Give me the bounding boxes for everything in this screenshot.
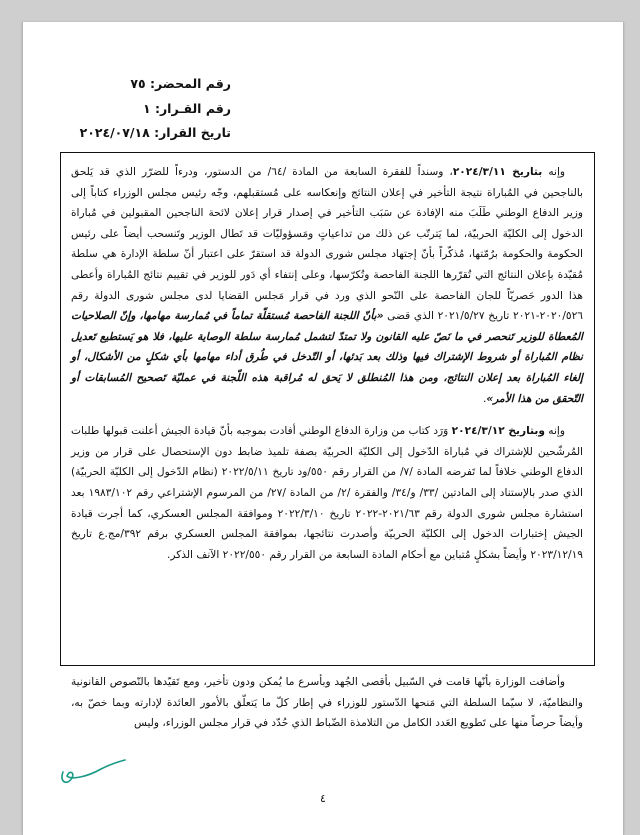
paragraph-2 bbox=[71, 421, 583, 565]
paragraph-1-text: ، وسنداً للفقرة السابعة من المادة /٦٤/ من الدستور، ودرءاً للضرّر الذي قد يَلحق بالناجحين في المُباراة نتيجة التأخير في إعلان النتائج وإنعكاسه على مُستقبلهم، وجّه رئيس مجلس الوزراء كتاباً إلى وزير الدفاع الوطني طَلَبَ منه الإفادة عن سَبَب التأخير في إصدار قرار إعلان لائحة الناجحين المقبولين في مُباراة الدخول إلى الكليّة الحربيّة، لما يَترتّب عن ذلك من تداعياتٍ ومَسؤوليّات قد تَطال الوزير وتَنسحب أيضاً على رئيس الحكومة والحكومة برُمّتها، مُذكّراً بأنّ إجتهاد مجلس شورى الدولة قد استقرّ على اعتبار أنّ سلطة الإدارة هي سلطة مُقيّدة بإعلان النتائج التي تُقرّرها اللجنة الفاحصة وتُكرّسها، وعلى إنتفاء أي دَور للوزير في تقييم نتائج المُباراة وأعطى هذا الدور حَصريّاً للجان الفاحصة على النّحو الذي ورد في قرار مَجلس القضايا لدى مجلس شورى الدولة رقم ٢٠٢٠/٥٢٦-٢٠٢١ تاريخ ٢٠٢١/٥/٢٧ الذي قضى bbox=[71, 166, 583, 323]
page-number: ٤ bbox=[320, 792, 326, 805]
continuation-section bbox=[71, 672, 583, 734]
court-ruling-quote: «بأنّ اللجنة الفاحصة مُستقلّة تماماً في مُمارسة مهامها، وإنّ الصلاحيات المُعطاة للوزير تَنحصر في ما نَصّ عليه القانون ولا تمتدّ لتشمل مُمارسة سلطة الوصاية عليها، فلا هو يَستطيع تَعديل نظام المُباراة أو شروط الإشتراك فيها وذلك بعد بَدئها، أو التّدخل في طُرق أداء مهامها بأي شكلٍ من الأشكال، أو إلغاء المُباراة بعد إعلان النتائج، ومن هذا المُنطلق لا يَحق له مُراقبة هذه اللّجنة في عمليّة تَصحيح المُسابقات أو التّحقق من هذا الأمر» bbox=[71, 310, 583, 405]
paragraph-2-text: وَرَد كتاب من وزارة الدفاع الوطني أفادت بموجبه بأنّ قيادة الجيش أعلنت قبولها طلبات المُرشّحين للإشتراك في مُباراة الدّخول إلى الكليّة الحربيّة بصفة تلميذ ضابط دون الإستحصال على قرار من وزير الدفاع الوطني خلافاً لما تَفرضه المادة /٧/ من القرار رقم ٥٥٠/ود تاريخ ٢٠٢٢/٥/١١ (نظام الدّخول إلى الكليّة الحربيّة) الذي صدر بالإستناد إلى المادتين /٣٣/ و/٣٤/ والفقرة /٢/ من المادة /٢٧/ من المرسوم الإشتراعي رقم ١٩٨٣/١٠٢ بعد استشارة مجلس شورى الدولة رقم ٢٠٢١/٦٣-٢٠٢٢ تاريخ ٢٠٢٢/٣/١٠ وموافقة المجلس العسكري، كما أجرت قيادة الجيش إختبارات الدخول إلى الكليّة الحربيّة وأصدرت نتائجها، بموافقة المجلس العسكري برقم ٣٩٢/مج.ع تاريخ ٢٠٢٣/١٢/١٩ وأيضاً بشكلٍ مُتباين مع أحكام المادة السابعة من القرار رقم ٢٠٢٢/٥٥٠ الآنف الذكر. bbox=[71, 425, 584, 561]
paragraph-1 bbox=[71, 162, 583, 409]
paragraph-2-lead: وإنه bbox=[544, 425, 565, 438]
boxed-section bbox=[71, 162, 583, 565]
document-page bbox=[22, 22, 624, 835]
paragraph-1-end: . bbox=[482, 392, 487, 405]
paragraph-1-date: بتاريخ ٢٠٢٤/٣/١١ bbox=[452, 166, 543, 178]
decision-header bbox=[61, 72, 231, 146]
session-number: رقم المحضر: ٧٥ bbox=[130, 76, 231, 91]
decision-date: تاريخ القرار: ٢٠٢٤/٠٧/١٨ bbox=[79, 125, 231, 140]
signature-icon bbox=[57, 750, 129, 790]
decision-number: رقم القـرار: ١ bbox=[142, 100, 231, 116]
paragraph-1-lead: وإنه bbox=[542, 166, 566, 178]
paragraph-3: وأضافت الوزارة بأنّها قامت في السّبيل بأقصى الجُهد وبأسرع ما يُمكن ودون تأخير، ومع تَقيّدها بالنّصوص القانونية والنظاميّة، لا سيّما السلطة التي مَنحها الدّستور للوزراء في إطار كلّ ما يَتعلّق بالأمور العائدة لإدارته وبما خصّ به، وأيضاً حرصاً منها على تَطويع العَدد الكامل من التلامذة الضّباط الذي حُدّد في قرار مجلس الوزراء، وليس bbox=[71, 676, 583, 730]
paragraph-2-date: وبتاريخ ٢٠٢٤/٣/١٢ bbox=[451, 425, 545, 438]
